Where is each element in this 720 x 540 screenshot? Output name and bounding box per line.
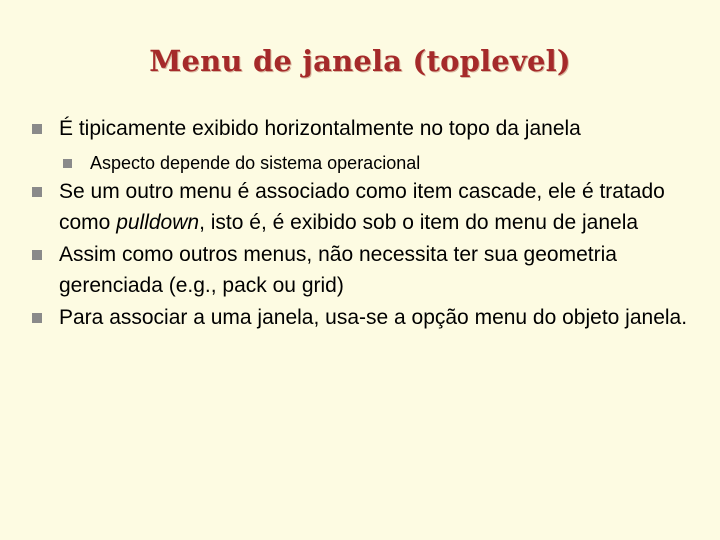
bullet-item-3 xyxy=(32,239,692,302)
square-bullet-icon xyxy=(32,124,42,134)
bullet-text: Para associar a uma janela, usa-se a opção menu do objeto janela. xyxy=(59,305,688,329)
square-bullet-icon xyxy=(63,159,72,168)
sub-bullet-text: Aspecto depende do sistema operacional xyxy=(90,152,421,173)
bullet-item-4 xyxy=(32,302,692,334)
bullet-text-emphasis: pulldown xyxy=(116,211,200,234)
square-bullet-icon xyxy=(32,187,42,197)
bullet-text: Assim como outros menus, não necessita ter sua geometria gerenciada (e.g., pack ou grid) xyxy=(59,242,617,297)
bullet-list xyxy=(32,113,692,333)
slide-title: Menu de janela (toplevel) xyxy=(149,44,571,78)
bullet-text-pre: Se um outro menu é associado como item cascade, ele é tratado como xyxy=(59,179,665,234)
square-bullet-icon xyxy=(32,313,42,323)
bullet-text: É tipicamente exibido horizontalmente no topo da janela xyxy=(59,117,581,140)
bullet-item-1 xyxy=(32,113,692,145)
square-bullet-icon xyxy=(32,250,42,260)
bullet-item-2 xyxy=(32,176,692,239)
bullet-text-post: , isto é, é exibido sob o item do menu de janela xyxy=(199,211,639,234)
